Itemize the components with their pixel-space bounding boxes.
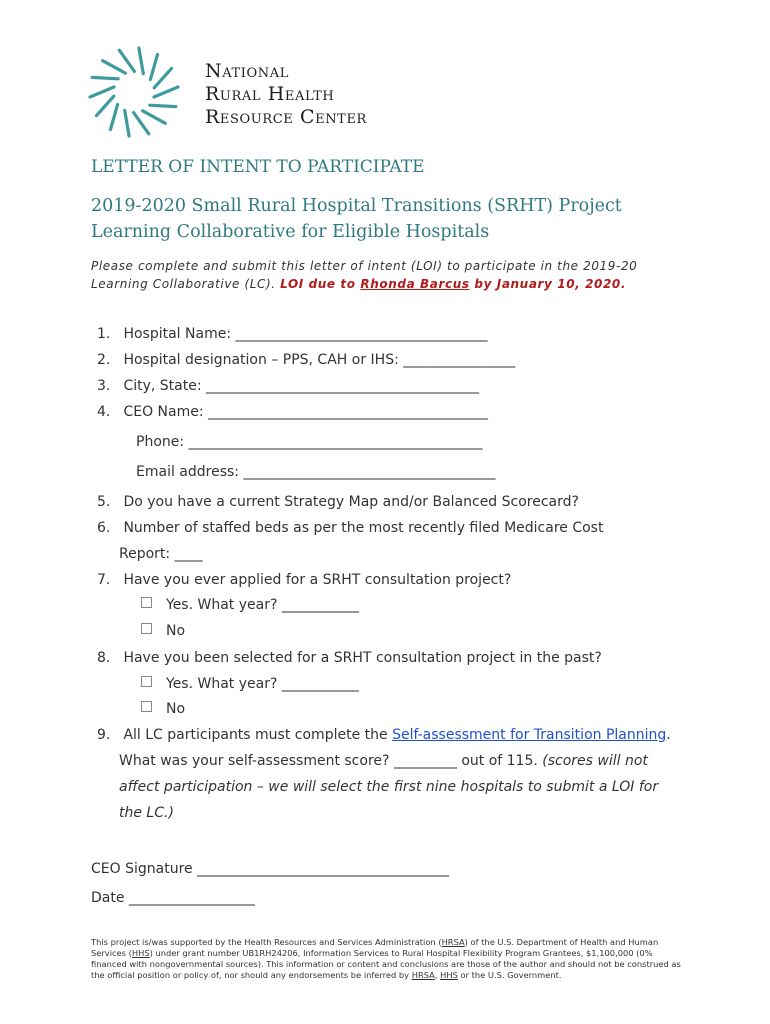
- hospital-name-field[interactable]: Hospital Name: ____________________________________: [123, 326, 488, 342]
- question-text: Do you have a current Strategy Map and/or Balanced Scorecard?: [123, 494, 579, 510]
- question-number: 5.: [97, 494, 111, 510]
- checkbox[interactable]: [141, 623, 152, 634]
- question-number: 9.: [97, 727, 111, 743]
- option-label: Yes. What year? ___________: [166, 597, 359, 613]
- question-number: 3.: [97, 378, 111, 394]
- footer-text: This project is/was supported by the Health Resources and Services Administration (: [91, 937, 442, 947]
- logo-ray: [150, 105, 176, 106]
- question-number: 1.: [97, 326, 111, 342]
- q8-yes-option[interactable]: [141, 676, 359, 692]
- funding-disclaimer: [91, 937, 681, 981]
- footer-text: ) under grant number UB1RH24206, Information Services to Rural Hospital Flexibility Program Grantees, $1,100,000 (0% financed with nongovernmental sources). This information or content and conclusions are those of the author and should not be construed as the official position or policy of, nor should any endorsements be inferred by: [91, 948, 681, 980]
- footer-text: ) of the U.S. Department of Health and Human Services (: [91, 937, 659, 958]
- subtitle-line2: Learning Collaborative for Eligible Hospitals: [91, 222, 490, 242]
- score-field[interactable]: What was your self-assessment score? _________ out of 115.: [119, 753, 543, 769]
- question-text: Number of staffed beds as per the most recently filed Medicare Cost: [123, 520, 604, 536]
- checkbox[interactable]: [141, 676, 152, 687]
- logo-ray: [97, 96, 114, 115]
- option-label: No: [166, 623, 186, 639]
- question-text: All LC participants must complete the: [123, 727, 393, 743]
- option-label: Yes. What year? ___________: [166, 676, 359, 692]
- question-text: Have you been selected for a SRHT consultation project in the past?: [123, 650, 602, 666]
- city-state-field[interactable]: City, State: _______________________________________: [123, 378, 480, 394]
- question-text: Have you ever applied for a SRHT consultation project?: [123, 572, 512, 588]
- ceo-signature-field[interactable]: CEO Signature ____________________________________: [91, 861, 450, 877]
- hospital-designation-field[interactable]: Hospital designation – PPS, CAH or IHS: ________________: [123, 352, 516, 368]
- logo-ray: [125, 110, 129, 136]
- question-7: [97, 572, 511, 588]
- question-3[interactable]: [97, 378, 479, 394]
- contact-name-link[interactable]: Rhonda Barcus: [360, 277, 470, 291]
- org-name-line2: Rural Health: [205, 83, 335, 105]
- phone-field[interactable]: Phone: __________________________________________: [136, 434, 483, 450]
- starburst-logo-icon: [88, 44, 188, 144]
- logo-ray: [111, 105, 118, 130]
- footer-text: ,: [434, 970, 441, 980]
- score-note-line2: affect participation – we will select the first nine hospitals to submit a LOI for: [119, 779, 659, 795]
- question-5: [97, 494, 579, 510]
- logo-ray: [134, 113, 149, 134]
- hhs-abbr: HHS: [440, 970, 458, 980]
- self-assessment-link[interactable]: Self-assessment for Transition Planning: [392, 727, 667, 743]
- score-note: (scores will not: [542, 753, 648, 769]
- intro-text: [91, 257, 691, 293]
- logo-ray: [154, 68, 171, 87]
- q7-no-option[interactable]: [141, 623, 185, 639]
- hhs-abbr: HHS: [131, 948, 150, 958]
- question-6: [97, 520, 603, 536]
- page-subtitle: [91, 193, 711, 245]
- org-name: [205, 60, 367, 129]
- due-date: by January 10, 2020.: [474, 277, 627, 291]
- q8-no-option[interactable]: [141, 701, 185, 717]
- email-field[interactable]: Email address: ____________________________________: [136, 464, 496, 480]
- question-number: 7.: [97, 572, 111, 588]
- nrhrc-logo: [88, 44, 418, 144]
- question-number: 2.: [97, 352, 111, 368]
- hrsa-abbr: HRSA: [441, 937, 465, 947]
- staffed-beds-field[interactable]: Report: ____: [119, 546, 203, 562]
- date-field[interactable]: Date __________________: [91, 890, 255, 906]
- due-notice: [280, 277, 626, 291]
- self-assessment-score-line[interactable]: [119, 753, 648, 769]
- question-number: 4.: [97, 404, 111, 420]
- question-text-end: .: [666, 727, 671, 743]
- logo-ray: [103, 61, 126, 73]
- hrsa-abbr: HRSA: [411, 970, 435, 980]
- logo-ray: [92, 77, 118, 78]
- logo-ray: [139, 48, 143, 74]
- checkbox[interactable]: [141, 597, 152, 608]
- question-number: 6.: [97, 520, 111, 536]
- question-8: [97, 650, 602, 666]
- footer-text: or the U.S. Government.: [457, 970, 562, 980]
- logo-ray: [90, 87, 114, 97]
- question-4[interactable]: [97, 404, 488, 420]
- org-name-line1: National: [205, 60, 289, 82]
- ceo-name-field[interactable]: CEO Name: ________________________________________: [123, 404, 489, 420]
- logo-ray: [150, 55, 157, 80]
- score-note-line3: the LC.): [119, 805, 174, 821]
- question-number: 8.: [97, 650, 111, 666]
- logo-ray: [119, 50, 134, 71]
- subtitle-line1: 2019-2020 Small Rural Hospital Transitions (SRHT) Project: [91, 196, 622, 216]
- checkbox[interactable]: [141, 701, 152, 712]
- logo-ray: [154, 87, 178, 97]
- org-name-line3: Resource Center: [205, 106, 367, 128]
- due-prefix: LOI due to: [280, 277, 356, 291]
- logo-ray: [143, 111, 166, 124]
- q7-yes-option[interactable]: [141, 597, 359, 613]
- question-1[interactable]: [97, 326, 488, 342]
- option-label: No: [166, 701, 186, 717]
- question-2[interactable]: [97, 352, 515, 368]
- question-9: [97, 727, 671, 743]
- page-title: LETTER OF INTENT TO PARTICIPATE: [91, 157, 425, 177]
- intro-instructions: Please complete and submit this letter of intent (LOI) to participate in the 2019-20 Learning Collaborative (LC).: [91, 259, 638, 291]
